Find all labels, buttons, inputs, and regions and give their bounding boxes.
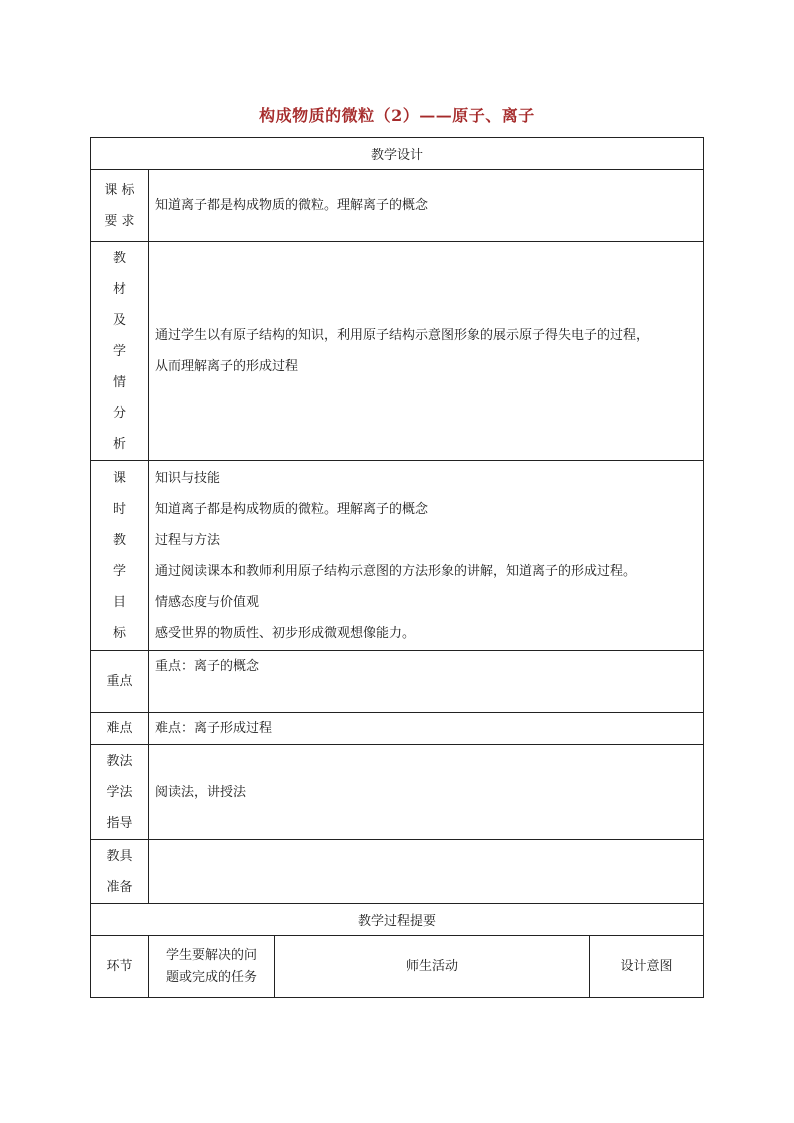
label-tools-line-1: 教具 bbox=[106, 848, 133, 864]
objectives-line-6: 感受世界的物质性、初步形成微观想像能力。 bbox=[155, 625, 416, 641]
objectives-line-5: 情感态度与价值观 bbox=[155, 594, 260, 610]
document-title: 构成物质的微粒（2）——原子、离子 bbox=[259, 106, 535, 125]
content-key-point: 重点：离子的概念 bbox=[149, 651, 704, 713]
content-analysis bbox=[149, 242, 704, 461]
label-standard bbox=[91, 170, 149, 242]
label-analysis bbox=[91, 242, 149, 461]
label-objectives-char-3: 教 bbox=[112, 532, 126, 548]
content-method: 阅读法，讲授法 bbox=[149, 745, 704, 840]
label-tools bbox=[91, 840, 149, 904]
label-method-line-1: 教法 bbox=[106, 753, 133, 769]
col-header-task-line-2: 题或完成的任务 bbox=[165, 969, 257, 985]
section-header-process: 教学过程提要 bbox=[91, 904, 704, 936]
label-key-point: 重点 bbox=[91, 651, 149, 713]
col-header-stage: 环节 bbox=[91, 936, 149, 998]
label-objectives bbox=[91, 461, 149, 651]
col-header-intent: 设计意图 bbox=[590, 936, 704, 998]
label-tools-line-2: 准备 bbox=[106, 879, 133, 895]
label-method bbox=[91, 745, 149, 840]
label-analysis-char-1: 教 bbox=[112, 250, 126, 266]
label-difficulty: 难点 bbox=[91, 713, 149, 745]
label-objectives-char-2: 时 bbox=[112, 501, 126, 517]
content-difficulty: 难点：离子形成过程 bbox=[149, 713, 704, 745]
label-analysis-char-3: 及 bbox=[112, 312, 126, 328]
col-header-task-line-1: 学生要解决的问 bbox=[165, 947, 257, 963]
objectives-line-3: 过程与方法 bbox=[155, 532, 221, 548]
content-tools bbox=[149, 840, 704, 904]
label-standard-line-2: 要 求 bbox=[104, 213, 135, 229]
content-objectives bbox=[149, 461, 704, 651]
col-header-activity: 师生活动 bbox=[275, 936, 590, 998]
label-analysis-char-6: 分 bbox=[112, 405, 126, 421]
section-header-design: 教学设计 bbox=[91, 138, 704, 170]
label-objectives-char-4: 学 bbox=[112, 563, 126, 579]
label-objectives-char-5: 目 bbox=[112, 594, 126, 610]
analysis-line-2: 从而理解离子的形成过程 bbox=[155, 359, 299, 374]
label-analysis-char-5: 情 bbox=[112, 374, 126, 390]
label-analysis-char-4: 学 bbox=[112, 343, 126, 359]
objectives-line-2: 知道离子都是构成物质的微粒。理解离子的概念 bbox=[155, 501, 429, 517]
analysis-line-1: 通过学生以有原子结构的知识，利用原子结构示意图形象的展示原子得失电子的过程， bbox=[155, 328, 650, 343]
label-analysis-char-7: 析 bbox=[112, 436, 126, 452]
label-standard-line-1: 课 标 bbox=[104, 182, 135, 198]
label-objectives-char-1: 课 bbox=[112, 470, 126, 486]
col-header-task bbox=[149, 936, 275, 998]
objectives-line-4: 通过阅读课本和教师利用原子结构示意图的方法形象的讲解，知道离子的形成过程。 bbox=[155, 563, 637, 579]
content-standard: 知道离子都是构成物质的微粒。理解离子的概念 bbox=[149, 170, 704, 242]
label-analysis-char-2: 材 bbox=[112, 281, 126, 297]
label-objectives-char-6: 标 bbox=[112, 625, 126, 641]
objectives-line-1: 知识与技能 bbox=[155, 470, 221, 486]
label-method-line-2: 学法 bbox=[106, 784, 133, 800]
label-method-line-3: 指导 bbox=[106, 815, 133, 831]
lesson-plan-table bbox=[90, 137, 704, 998]
